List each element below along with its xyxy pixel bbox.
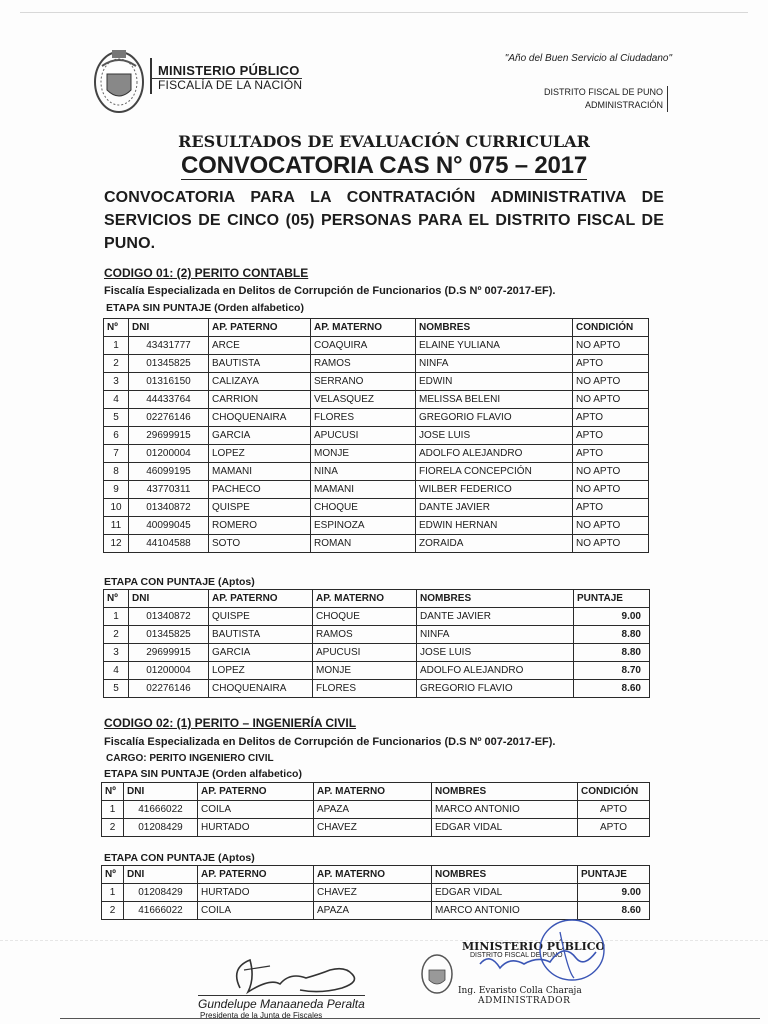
table-header-row: [102, 866, 650, 884]
table-row: [102, 884, 650, 902]
table-cell: 01200004: [129, 662, 209, 680]
table-cell: 2: [104, 355, 129, 373]
district-block: [544, 86, 668, 112]
table-cell: 9: [104, 481, 129, 499]
table-cell: ELAINE YULIANA: [416, 337, 573, 355]
table-header-row: [104, 319, 649, 337]
column-header: AP. MATERNO: [311, 319, 416, 337]
organization-block: [150, 64, 302, 91]
table-row: [104, 355, 649, 373]
table-cell: GARCIA: [209, 427, 311, 445]
table-cell: RAMOS: [313, 626, 417, 644]
table-cell: APTO: [578, 819, 650, 837]
code2-heading: CODIGO 02: (1) PERITO – INGENIERÍA CIVIL: [104, 716, 357, 730]
table-cell: MARCO ANTONIO: [432, 902, 578, 920]
table-cell: COILA: [198, 801, 314, 819]
code1-table-con-puntaje: [103, 589, 650, 698]
table-cell: 01208429: [124, 819, 198, 837]
table-cell: BAUTISTA: [209, 626, 313, 644]
table-cell: CHAVEZ: [314, 884, 432, 902]
table-cell: APUCUSI: [311, 427, 416, 445]
table-cell: 1: [102, 884, 124, 902]
table-row: [104, 680, 650, 698]
table-cell: 8.80: [574, 644, 650, 662]
column-header: DNI: [124, 783, 198, 801]
table-cell: ROMAN: [311, 535, 416, 553]
column-header: Nº: [104, 590, 129, 608]
column-header: AP. PATERNO: [198, 783, 314, 801]
table-cell: 9.00: [574, 608, 650, 626]
bottom-divider: [60, 1018, 760, 1019]
table-cell: HURTADO: [198, 884, 314, 902]
table-cell: 44433764: [129, 391, 209, 409]
table-cell: NINA: [311, 463, 416, 481]
table-cell: 01208429: [124, 884, 198, 902]
district-name: DISTRITO FISCAL DE PUNO: [543, 87, 663, 97]
stamp-organization: MINISTERIO PÚBLICO: [462, 940, 606, 953]
table-cell: 2: [102, 902, 124, 920]
table-cell: 43770311: [129, 481, 209, 499]
column-header: AP. MATERNO: [313, 590, 417, 608]
signer-left-name: Gundelupe Manaaneda Peralta: [198, 997, 365, 1011]
table-row: [104, 481, 649, 499]
table-cell: ZORAIDA: [416, 535, 573, 553]
code1-fiscalia: Fiscalía Especializada en Delitos de Corrupción de Funcionarios (D.S Nº 007-2017-EF).: [104, 285, 556, 297]
table-cell: 01345825: [129, 355, 209, 373]
column-header: NOMBRES: [432, 783, 578, 801]
table-row: [104, 517, 649, 535]
table-cell: ADOLFO ALEJANDRO: [416, 445, 573, 463]
table-cell: FLORES: [313, 680, 417, 698]
district-office: ADMINISTRACIÓN: [584, 100, 663, 111]
table-cell: APTO: [573, 409, 649, 427]
table-row: [104, 409, 649, 427]
table-cell: NO APTO: [573, 517, 649, 535]
table-cell: DANTE JAVIER: [417, 608, 574, 626]
table-cell: APTO: [573, 427, 649, 445]
table-row: [104, 391, 649, 409]
table-cell: DANTE JAVIER: [416, 499, 573, 517]
code2-table-sin-puntaje: [101, 782, 650, 837]
column-header: DNI: [129, 319, 209, 337]
table-cell: MAMANI: [311, 481, 416, 499]
table-cell: SOTO: [209, 535, 311, 553]
column-header: PUNTAJE: [578, 866, 650, 884]
table-row: [104, 499, 649, 517]
code1-stage-sin: ETAPA SIN PUNTAJE (Orden alfabetico): [106, 302, 304, 314]
table-cell: FIORELA CONCEPCIÓN: [416, 463, 573, 481]
top-divider: [20, 12, 748, 13]
table-cell: 01340872: [129, 499, 209, 517]
table-cell: 5: [104, 409, 129, 427]
table-cell: ADOLFO ALEJANDRO: [417, 662, 574, 680]
table-cell: QUISPE: [209, 499, 311, 517]
results-title: RESULTADOS DE EVALUACIÓN CURRICULAR: [178, 132, 590, 151]
table-row: [104, 373, 649, 391]
code2-stage-con: ETAPA CON PUNTAJE (Aptos): [104, 852, 255, 864]
table-cell: NO APTO: [573, 373, 649, 391]
table-cell: GREGORIO FLAVIO: [417, 680, 574, 698]
column-header: Nº: [104, 319, 129, 337]
table-cell: GARCIA: [209, 644, 313, 662]
table-cell: CHOQUENAIRA: [209, 680, 313, 698]
table-cell: JOSE LUIS: [417, 644, 574, 662]
table-cell: CHOQUE: [311, 499, 416, 517]
table-cell: NO APTO: [573, 391, 649, 409]
table-cell: 44104588: [129, 535, 209, 553]
code2-fiscalia: Fiscalía Especializada en Delitos de Corrupción de Funcionarios (D.S Nº 007-2017-EF).: [104, 736, 556, 748]
table-cell: 10: [104, 499, 129, 517]
table-cell: LOPEZ: [209, 662, 313, 680]
table-cell: 01200004: [129, 445, 209, 463]
signer-left-title: Presidenta de la Junta de Fiscales: [200, 1011, 323, 1020]
table-cell: HURTADO: [198, 819, 314, 837]
table-cell: 8.60: [574, 680, 650, 698]
column-header: AP. PATERNO: [209, 319, 311, 337]
table-cell: NO APTO: [573, 463, 649, 481]
table-row: [102, 819, 650, 837]
table-cell: 29699915: [129, 427, 209, 445]
table-cell: WILBER FEDERICO: [416, 481, 573, 499]
table-cell: APAZA: [314, 801, 432, 819]
table-row: [102, 801, 650, 819]
table-cell: 7: [104, 445, 129, 463]
table-cell: 6: [104, 427, 129, 445]
table-cell: COAQUIRA: [311, 337, 416, 355]
table-cell: 1: [102, 801, 124, 819]
table-cell: 4: [104, 662, 129, 680]
table-cell: EDWIN: [416, 373, 573, 391]
table-cell: NO APTO: [573, 481, 649, 499]
table-cell: ESPINOZA: [311, 517, 416, 535]
table-cell: EDWIN HERNAN: [416, 517, 573, 535]
table-cell: EDGAR VIDAL: [432, 884, 578, 902]
table-cell: PACHECO: [209, 481, 311, 499]
table-cell: 01316150: [129, 373, 209, 391]
code1-stage-con: ETAPA CON PUNTAJE (Aptos): [104, 576, 255, 588]
table-cell: 8: [104, 463, 129, 481]
table-cell: APAZA: [314, 902, 432, 920]
column-header: NOMBRES: [417, 590, 574, 608]
code2-stage-sin: ETAPA SIN PUNTAJE (Orden alfabetico): [104, 768, 302, 780]
table-cell: 1: [104, 337, 129, 355]
table-cell: 2: [102, 819, 124, 837]
table-row: [104, 427, 649, 445]
table-cell: GREGORIO FLAVIO: [416, 409, 573, 427]
call-title-text: CONVOCATORIA CAS N° 075 – 2017: [181, 152, 587, 179]
table-row: [104, 463, 649, 481]
table-row: [104, 445, 649, 463]
column-header: AP. MATERNO: [314, 783, 432, 801]
table-row: [104, 608, 650, 626]
table-row: [104, 662, 650, 680]
table-cell: 46099195: [129, 463, 209, 481]
table-cell: CHOQUE: [313, 608, 417, 626]
column-header: DNI: [129, 590, 209, 608]
table-row: [104, 644, 650, 662]
signature-left: [210, 948, 370, 1002]
table-cell: SERRANO: [311, 373, 416, 391]
table-cell: LOPEZ: [209, 445, 311, 463]
table-cell: MAMANI: [209, 463, 311, 481]
table-cell: 9.00: [578, 884, 650, 902]
table-cell: 12: [104, 535, 129, 553]
signer-right-title: ADMINISTRADOR: [478, 996, 571, 1006]
table-cell: 8.80: [574, 626, 650, 644]
table-cell: 3: [104, 373, 129, 391]
table-cell: COILA: [198, 902, 314, 920]
scan-artifact-line: [0, 940, 768, 941]
column-header: PUNTAJE: [574, 590, 650, 608]
signer-right-name: Ing. Evaristo Colla Charaja: [458, 986, 582, 996]
table-cell: 8.70: [574, 662, 650, 680]
column-header: AP. PATERNO: [209, 590, 313, 608]
table-cell: 29699915: [129, 644, 209, 662]
table-cell: NINFA: [416, 355, 573, 373]
table-cell: NO APTO: [573, 337, 649, 355]
table-header-row: [102, 783, 650, 801]
table-cell: 01340872: [129, 608, 209, 626]
table-cell: APUCUSI: [313, 644, 417, 662]
table-cell: VELASQUEZ: [311, 391, 416, 409]
table-cell: 02276146: [129, 680, 209, 698]
code2-cargo: CARGO: PERITO INGENIERO CIVIL: [106, 753, 274, 764]
table-cell: 3: [104, 644, 129, 662]
code1-table-sin-puntaje: [103, 318, 649, 553]
table-cell: CHAVEZ: [314, 819, 432, 837]
organization-name: MINISTERIO PÚBLICO: [158, 63, 300, 78]
table-cell: 1: [104, 608, 129, 626]
table-cell: 02276146: [129, 409, 209, 427]
table-cell: JOSE LUIS: [416, 427, 573, 445]
table-header-row: [104, 590, 650, 608]
table-cell: EDGAR VIDAL: [432, 819, 578, 837]
table-cell: 5: [104, 680, 129, 698]
ministry-seal-icon: [92, 44, 146, 116]
table-cell: RAMOS: [311, 355, 416, 373]
table-row: [104, 535, 649, 553]
table-cell: CARRION: [209, 391, 311, 409]
column-header: Nº: [102, 866, 124, 884]
stamp-district: DISTRITO FISCAL DE PUNO: [470, 952, 563, 959]
column-header: AP. PATERNO: [198, 866, 314, 884]
table-cell: MARCO ANTONIO: [432, 801, 578, 819]
table-cell: CHOQUENAIRA: [209, 409, 311, 427]
table-cell: MELISSA BELENI: [416, 391, 573, 409]
table-row: [104, 626, 650, 644]
column-header: DNI: [124, 866, 198, 884]
table-cell: 41666022: [124, 801, 198, 819]
table-cell: APTO: [578, 801, 650, 819]
table-row: [104, 337, 649, 355]
table-cell: NINFA: [417, 626, 574, 644]
table-cell: MONJE: [313, 662, 417, 680]
column-header: NOMBRES: [432, 866, 578, 884]
table-cell: 2: [104, 626, 129, 644]
year-motto: "Año del Buen Servicio al Ciudadano": [504, 53, 672, 64]
call-title: [0, 152, 768, 180]
column-header: CONDICIÓN: [573, 319, 649, 337]
table-cell: 43431777: [129, 337, 209, 355]
table-cell: 8.60: [578, 902, 650, 920]
table-cell: ROMERO: [209, 517, 311, 535]
code1-heading: CODIGO 01: (2) PERITO CONTABLE: [104, 266, 309, 280]
table-cell: APTO: [573, 355, 649, 373]
call-description: CONVOCATORIA PARA LA CONTRATACIÓN ADMINISTRATIVA DE SERVICIOS DE CINCO (05) PERSONAS PARA EL DISTRITO FISCAL DE PUNO.: [104, 189, 664, 252]
table-cell: 01345825: [129, 626, 209, 644]
table-cell: MONJE: [311, 445, 416, 463]
column-header: AP. MATERNO: [314, 866, 432, 884]
table-cell: 4: [104, 391, 129, 409]
table-cell: CALIZAYA: [209, 373, 311, 391]
table-cell: 40099045: [129, 517, 209, 535]
table-cell: FLORES: [311, 409, 416, 427]
table-cell: QUISPE: [209, 608, 313, 626]
table-cell: ARCE: [209, 337, 311, 355]
table-cell: BAUTISTA: [209, 355, 311, 373]
column-header: CONDICIÓN: [578, 783, 650, 801]
ministry-seal-small-icon: [420, 952, 454, 996]
organization-subtitle: FISCALÍA DE LA NACIÓN: [150, 78, 302, 92]
column-header: Nº: [102, 783, 124, 801]
table-cell: 11: [104, 517, 129, 535]
table-cell: APTO: [573, 499, 649, 517]
table-cell: 41666022: [124, 902, 198, 920]
table-cell: NO APTO: [573, 535, 649, 553]
column-header: NOMBRES: [416, 319, 573, 337]
table-cell: APTO: [573, 445, 649, 463]
